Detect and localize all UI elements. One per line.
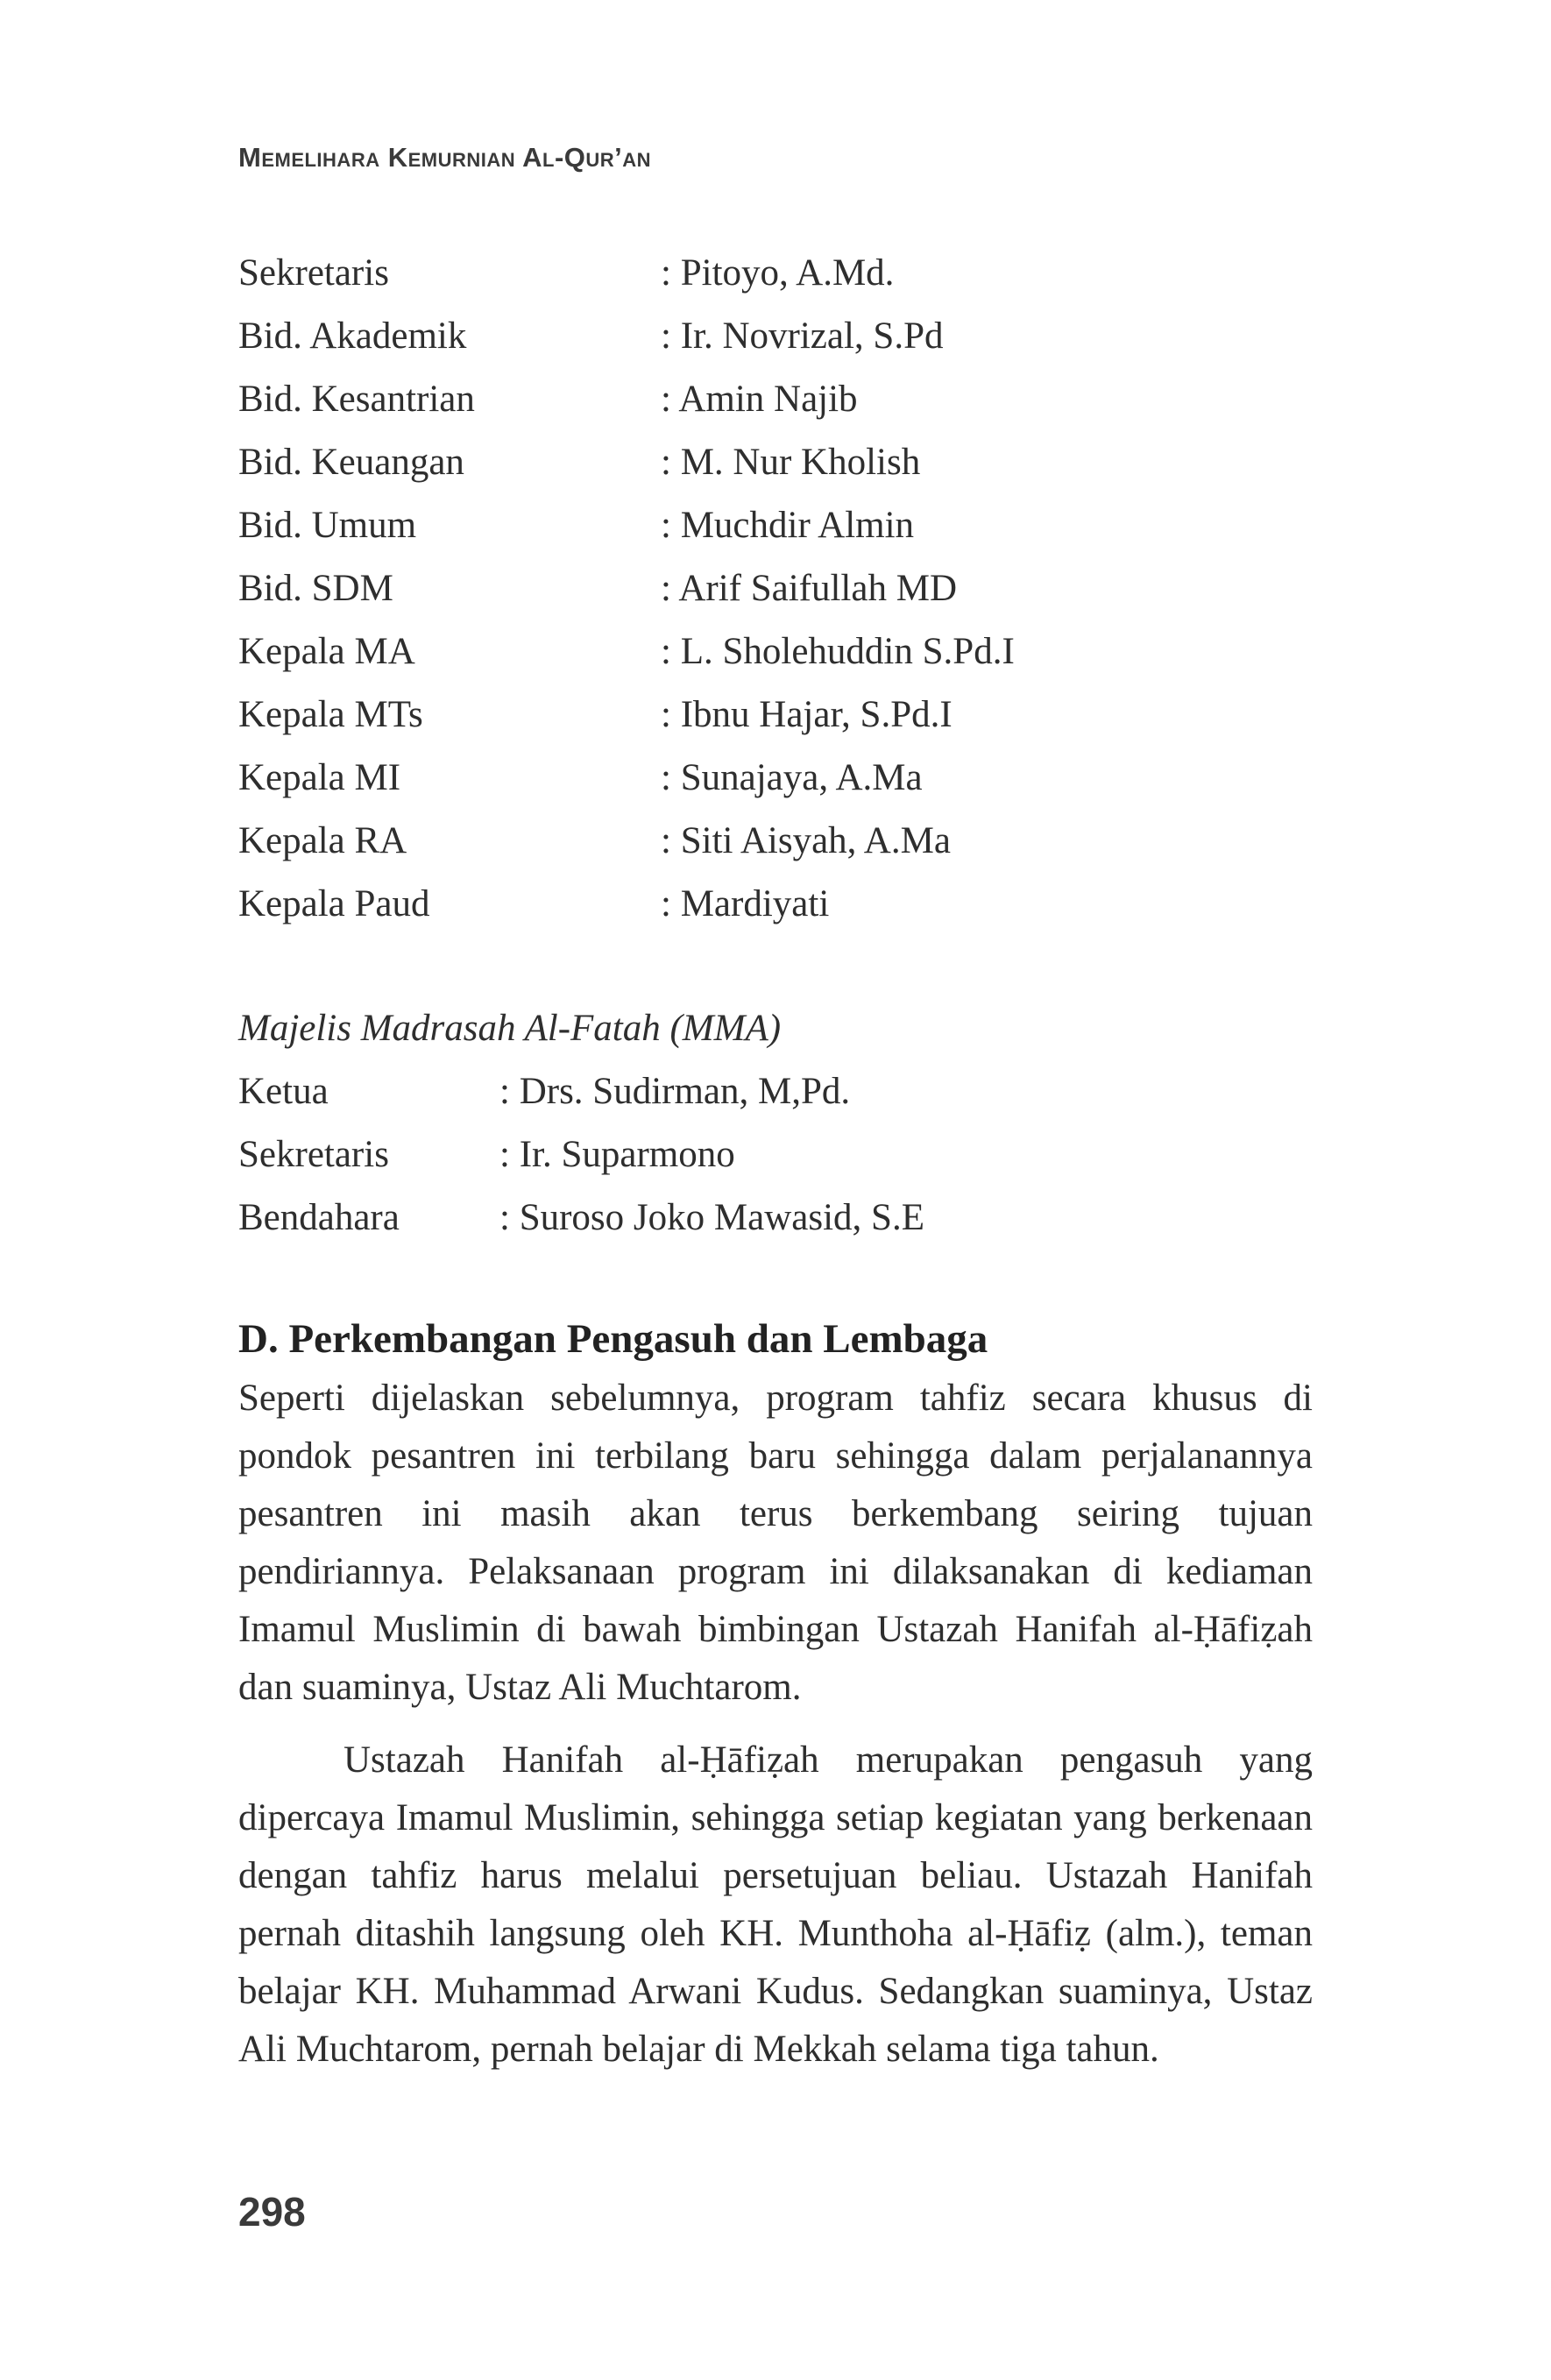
- mma-role: Ketua: [238, 1071, 329, 1112]
- body-paragraph: Seperti dijelaskan sebelumnya, program tahfiz secara khusus di pondok pesantren ini terbilang baru sehingga dalam perjalanannya pesantren ini masih akan terus berkembang seiring tujuan pendiriannya. Pelaksanaan program ini dilaksanakan di kediaman Imamul Muslimin di bawah bimbingan Ustazah Hanifah al-Ḥāfiẓah dan suaminya, Ustaz Ali Muchtarom.: [238, 1378, 1313, 1708]
- staff-role: Kepala RA: [238, 820, 407, 861]
- mma-row: [238, 1186, 924, 1250]
- staff-row: [238, 873, 1015, 936]
- running-header: Memelihara Kemurnian Al-Qur’an: [238, 142, 652, 173]
- staff-name: : Arif Saifullah MD: [661, 557, 957, 620]
- staff-name: : Siti Aisyah, A.Ma: [661, 810, 951, 873]
- staff-name: : M. Nur Kholish: [661, 431, 920, 494]
- staff-name: : Pitoyo, A.Md.: [661, 242, 894, 305]
- staff-row: [238, 810, 1015, 873]
- staff-row: [238, 620, 1015, 684]
- staff-name: : L. Sholehuddin S.Pd.I: [661, 620, 1015, 684]
- staff-table: [238, 242, 1015, 936]
- staff-role: Bid. SDM: [238, 568, 393, 609]
- staff-name: : Mardiyati: [661, 873, 829, 936]
- staff-row: [238, 557, 1015, 620]
- staff-row: [238, 494, 1015, 557]
- staff-row: [238, 684, 1015, 747]
- staff-name: : Amin Najib: [661, 368, 858, 431]
- staff-role: Kepala MI: [238, 757, 401, 798]
- staff-name: : Sunajaya, A.Ma: [661, 747, 923, 810]
- mma-name: : Ir. Suparmono: [499, 1123, 735, 1186]
- staff-role: Bid. Akademik: [238, 315, 467, 357]
- staff-role: Sekretaris: [238, 252, 389, 294]
- mma-heading: Majelis Madrasah Al-Fatah (MMA): [238, 1008, 782, 1049]
- mma-role: Sekretaris: [238, 1134, 389, 1175]
- mma-row: [238, 1123, 924, 1186]
- mma-role: Bendahara: [238, 1197, 400, 1238]
- body-paragraph: Ustazah Hanifah al-Ḥāfiẓah merupakan pengasuh yang dipercaya Imamul Muslimin, sehingga setiap kegiatan yang berkenaan dengan tahfiz harus melalui persetujuan beliau. Ustazah Hanifah pernah ditashih langsung oleh KH. Munthoha al-Ḥāfiẓ (alm.), teman belajar KH. Muhammad Arwani Kudus. Sedangkan suaminya, Ustaz Ali Muchtarom, pernah belajar di Mekkah selama tiga tahun.: [238, 1739, 1313, 2070]
- staff-row: [238, 747, 1015, 810]
- staff-row: [238, 305, 1015, 368]
- staff-role: Kepala MA: [238, 631, 415, 672]
- section-title: D. Perkembangan Pengasuh dan Lembaga: [238, 1316, 988, 1362]
- staff-row: [238, 368, 1015, 431]
- staff-role: Bid. Kesantrian: [238, 379, 475, 420]
- staff-row: [238, 431, 1015, 494]
- staff-role: Kepala Paud: [238, 883, 430, 924]
- staff-name: : Ir. Novrizal, S.Pd: [661, 305, 944, 368]
- staff-name: : Muchdir Almin: [661, 494, 914, 557]
- mma-table: [238, 1060, 924, 1250]
- mma-row: [238, 1060, 924, 1123]
- mma-name: : Suroso Joko Mawasid, S.E: [499, 1186, 924, 1250]
- staff-row: [238, 242, 1015, 305]
- page-number: 298: [238, 2189, 306, 2235]
- mma-name: : Drs. Sudirman, M,Pd.: [499, 1060, 850, 1123]
- staff-name: : Ibnu Hajar, S.Pd.I: [661, 684, 953, 747]
- staff-role: Bid. Umum: [238, 505, 417, 546]
- staff-role: Kepala MTs: [238, 694, 423, 735]
- staff-role: Bid. Keuangan: [238, 442, 464, 483]
